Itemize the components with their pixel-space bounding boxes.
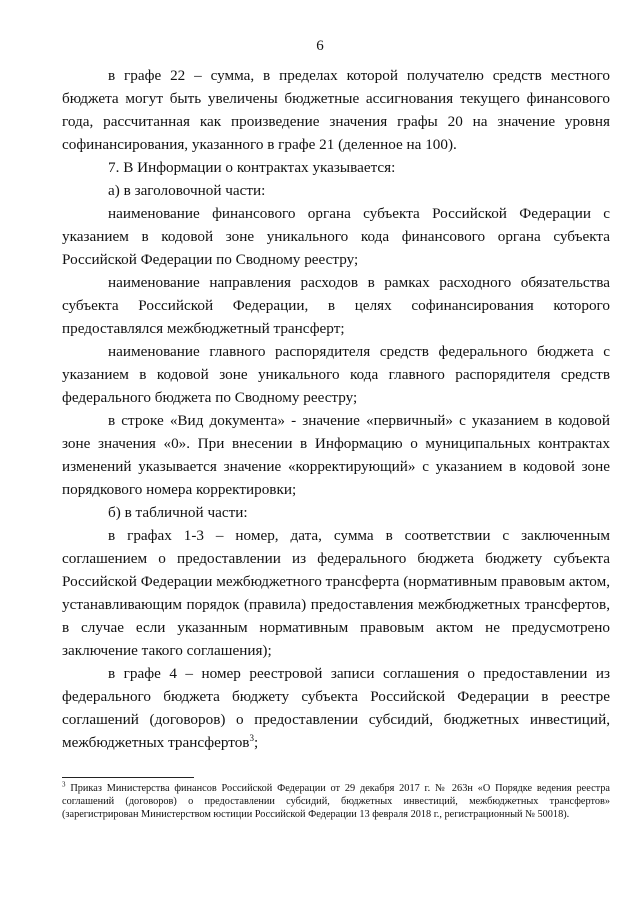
paragraph-expense-direction: наименование направления расходов в рамках расходного обязательства субъекта Российской Федерации, в целях софинансирования которого предоставлялся межбюджетный трансферт; — [62, 274, 610, 337]
paragraph-column-4-text: в графе 4 – номер реестровой записи соглашения о предоставлении из федерального бюджета бюджету субъекта Российской Федерации в реестре соглашений (договоров) о предоставлении субсидий, бюджетных инвестиций, межбюджетных трансфертов — [62, 665, 610, 751]
paragraph-columns-1-3: в графах 1-3 – номер, дата, сумма в соответствии с заключенным соглашением о предоставлении из федерального бюджета бюджету субъекта Российской Федерации межбюджетного трансферта (нормативным правовым актом, устанавливающим порядок (правила) предоставления межбюджетных трансфертов, в случае если указанным нормативным правовым актом не предусмотрено заключение такого соглашения); — [62, 527, 610, 659]
paragraph-document-type: в строке «Вид документа» - значение «первичный» с указанием в кодовой зоне значения «0». При внесении в Информацию о муниципальных контрактах изменений указывается значение «корректирующий» с указанием в кодовой зоне порядкового номера корректировки; — [62, 412, 610, 498]
paragraph-header-part: а) в заголовочной части: — [108, 182, 266, 199]
page-number: 6 — [316, 38, 324, 54]
footnote-mark: 3 — [62, 780, 66, 789]
footnote — [62, 782, 610, 821]
footnote-text: Приказ Министерства финансов Российской Федерации от 29 декабря 2017 г. № 263н «О Порядке ведения реестра соглашений (договоров) о предоставлении субсидий, бюджетных инвестиций, межбюджетных трансфертов» (зарегистрирован Министерством юстиции Российской Федерации 13 февраля 2018 г., регистрационный № 50018). — [62, 783, 610, 820]
paragraph-table-part: б) в табличной части: — [108, 504, 248, 521]
paragraph-main-manager: наименование главного распорядителя средств федерального бюджета с указанием в кодовой зоне уникального кода главного распорядителя средств федерального бюджета по Сводному реестру; — [62, 343, 610, 406]
paragraph-column-22: в графе 22 – сумма, в пределах которой получателю средств местного бюджета могут быть увеличены бюджетные ассигнования текущего финансового года, рассчитанная как произведение значения графы 20 на значение уровня софинансирования, указанного в графе 21 (деленное на 100). — [62, 67, 610, 153]
paragraph-section-7: 7. В Информации о контрактах указывается: — [108, 159, 396, 176]
paragraph-column-4 — [62, 662, 610, 754]
footnote-divider — [62, 777, 194, 778]
footnote-reference: 3 — [249, 732, 254, 743]
paragraph-financial-body: наименование финансового органа субъекта Российской Федерации с указанием в кодовой зоне уникального кода финансового органа субъекта Российской Федерации по Сводному реестру; — [62, 205, 610, 268]
paragraph-column-4-tail: ; — [253, 734, 259, 751]
body-text — [62, 64, 610, 754]
